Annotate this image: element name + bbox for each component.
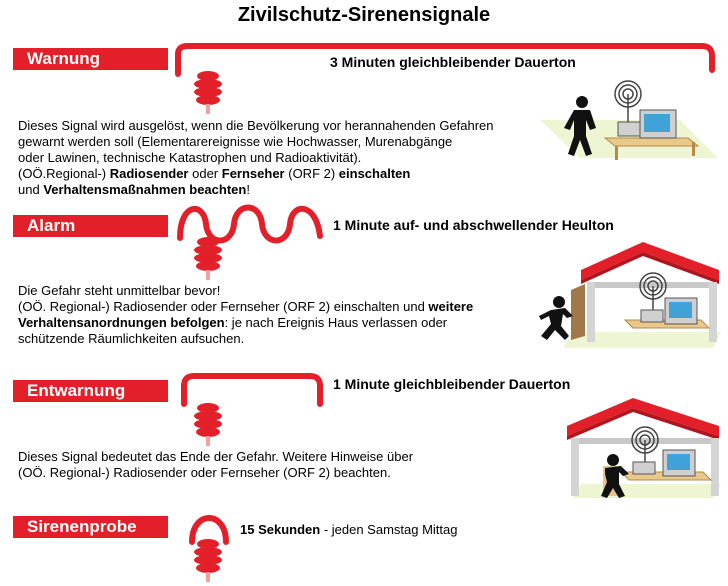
duration-entwarnung: 1 Minute gleichbleibender Dauerton bbox=[333, 376, 571, 392]
label-alarm: Alarm bbox=[13, 215, 168, 237]
tv-icon bbox=[640, 110, 676, 138]
label-sirenenprobe: Sirenenprobe bbox=[13, 516, 168, 538]
page-title: Zivilschutz-Sirenensignale bbox=[237, 4, 491, 26]
text-warnung: Dieses Signal wird ausgelöst, wenn die Bevölkerung vor herannahenden Gefahren gewarnt werden soll (Elementarereignisse wie Hochwasser, Murenabgänge oder Lawinen, technische Katastrophen und Radioaktivität). (OÖ.Regional-) Radiosender oder Fernseher (ORF 2) einschalten und Verhaltensmaßnahmen beachten! bbox=[18, 118, 494, 197]
siren-icon bbox=[193, 70, 223, 116]
duration-sirenenprobe: 15 Sekunden - jeden Samstag Mittag bbox=[240, 522, 458, 537]
scene-entwarnung bbox=[563, 396, 723, 504]
radio-icon bbox=[633, 462, 655, 474]
duration-warnung: 3 Minuten gleichbleibender Dauerton bbox=[330, 54, 576, 70]
scene-warnung bbox=[540, 80, 720, 180]
siren-icon bbox=[193, 236, 223, 282]
person-icon bbox=[539, 296, 573, 340]
tv-icon bbox=[665, 298, 697, 324]
text-alarm: Die Gefahr steht unmittelbar bevor! (OÖ. Regional-) Radiosender oder Fernseher (ORF 2) einschalten und weitere Verhaltensanordnungen befolgen: je nach Ereignis Haus verlassen oder schützende Räumlichkeiten aufsuchen. bbox=[18, 283, 474, 346]
siren-icon bbox=[193, 538, 223, 584]
tv-icon bbox=[663, 450, 695, 476]
radio-icon bbox=[641, 310, 663, 322]
label-warnung: Warnung bbox=[13, 48, 168, 70]
label-entwarnung: Entwarnung bbox=[13, 380, 168, 402]
siren-icon bbox=[193, 402, 223, 448]
scene-alarm bbox=[533, 240, 723, 352]
radio-icon bbox=[618, 122, 642, 136]
text-entwarnung: Dieses Signal bedeutet das Ende der Gefahr. Weitere Hinweise über (OÖ. Regional-) Radiosender oder Fernseher (ORF 2) beachten. bbox=[18, 449, 414, 480]
house-icon bbox=[567, 398, 719, 496]
duration-alarm: 1 Minute auf- und abschwellender Heulton bbox=[333, 217, 614, 233]
